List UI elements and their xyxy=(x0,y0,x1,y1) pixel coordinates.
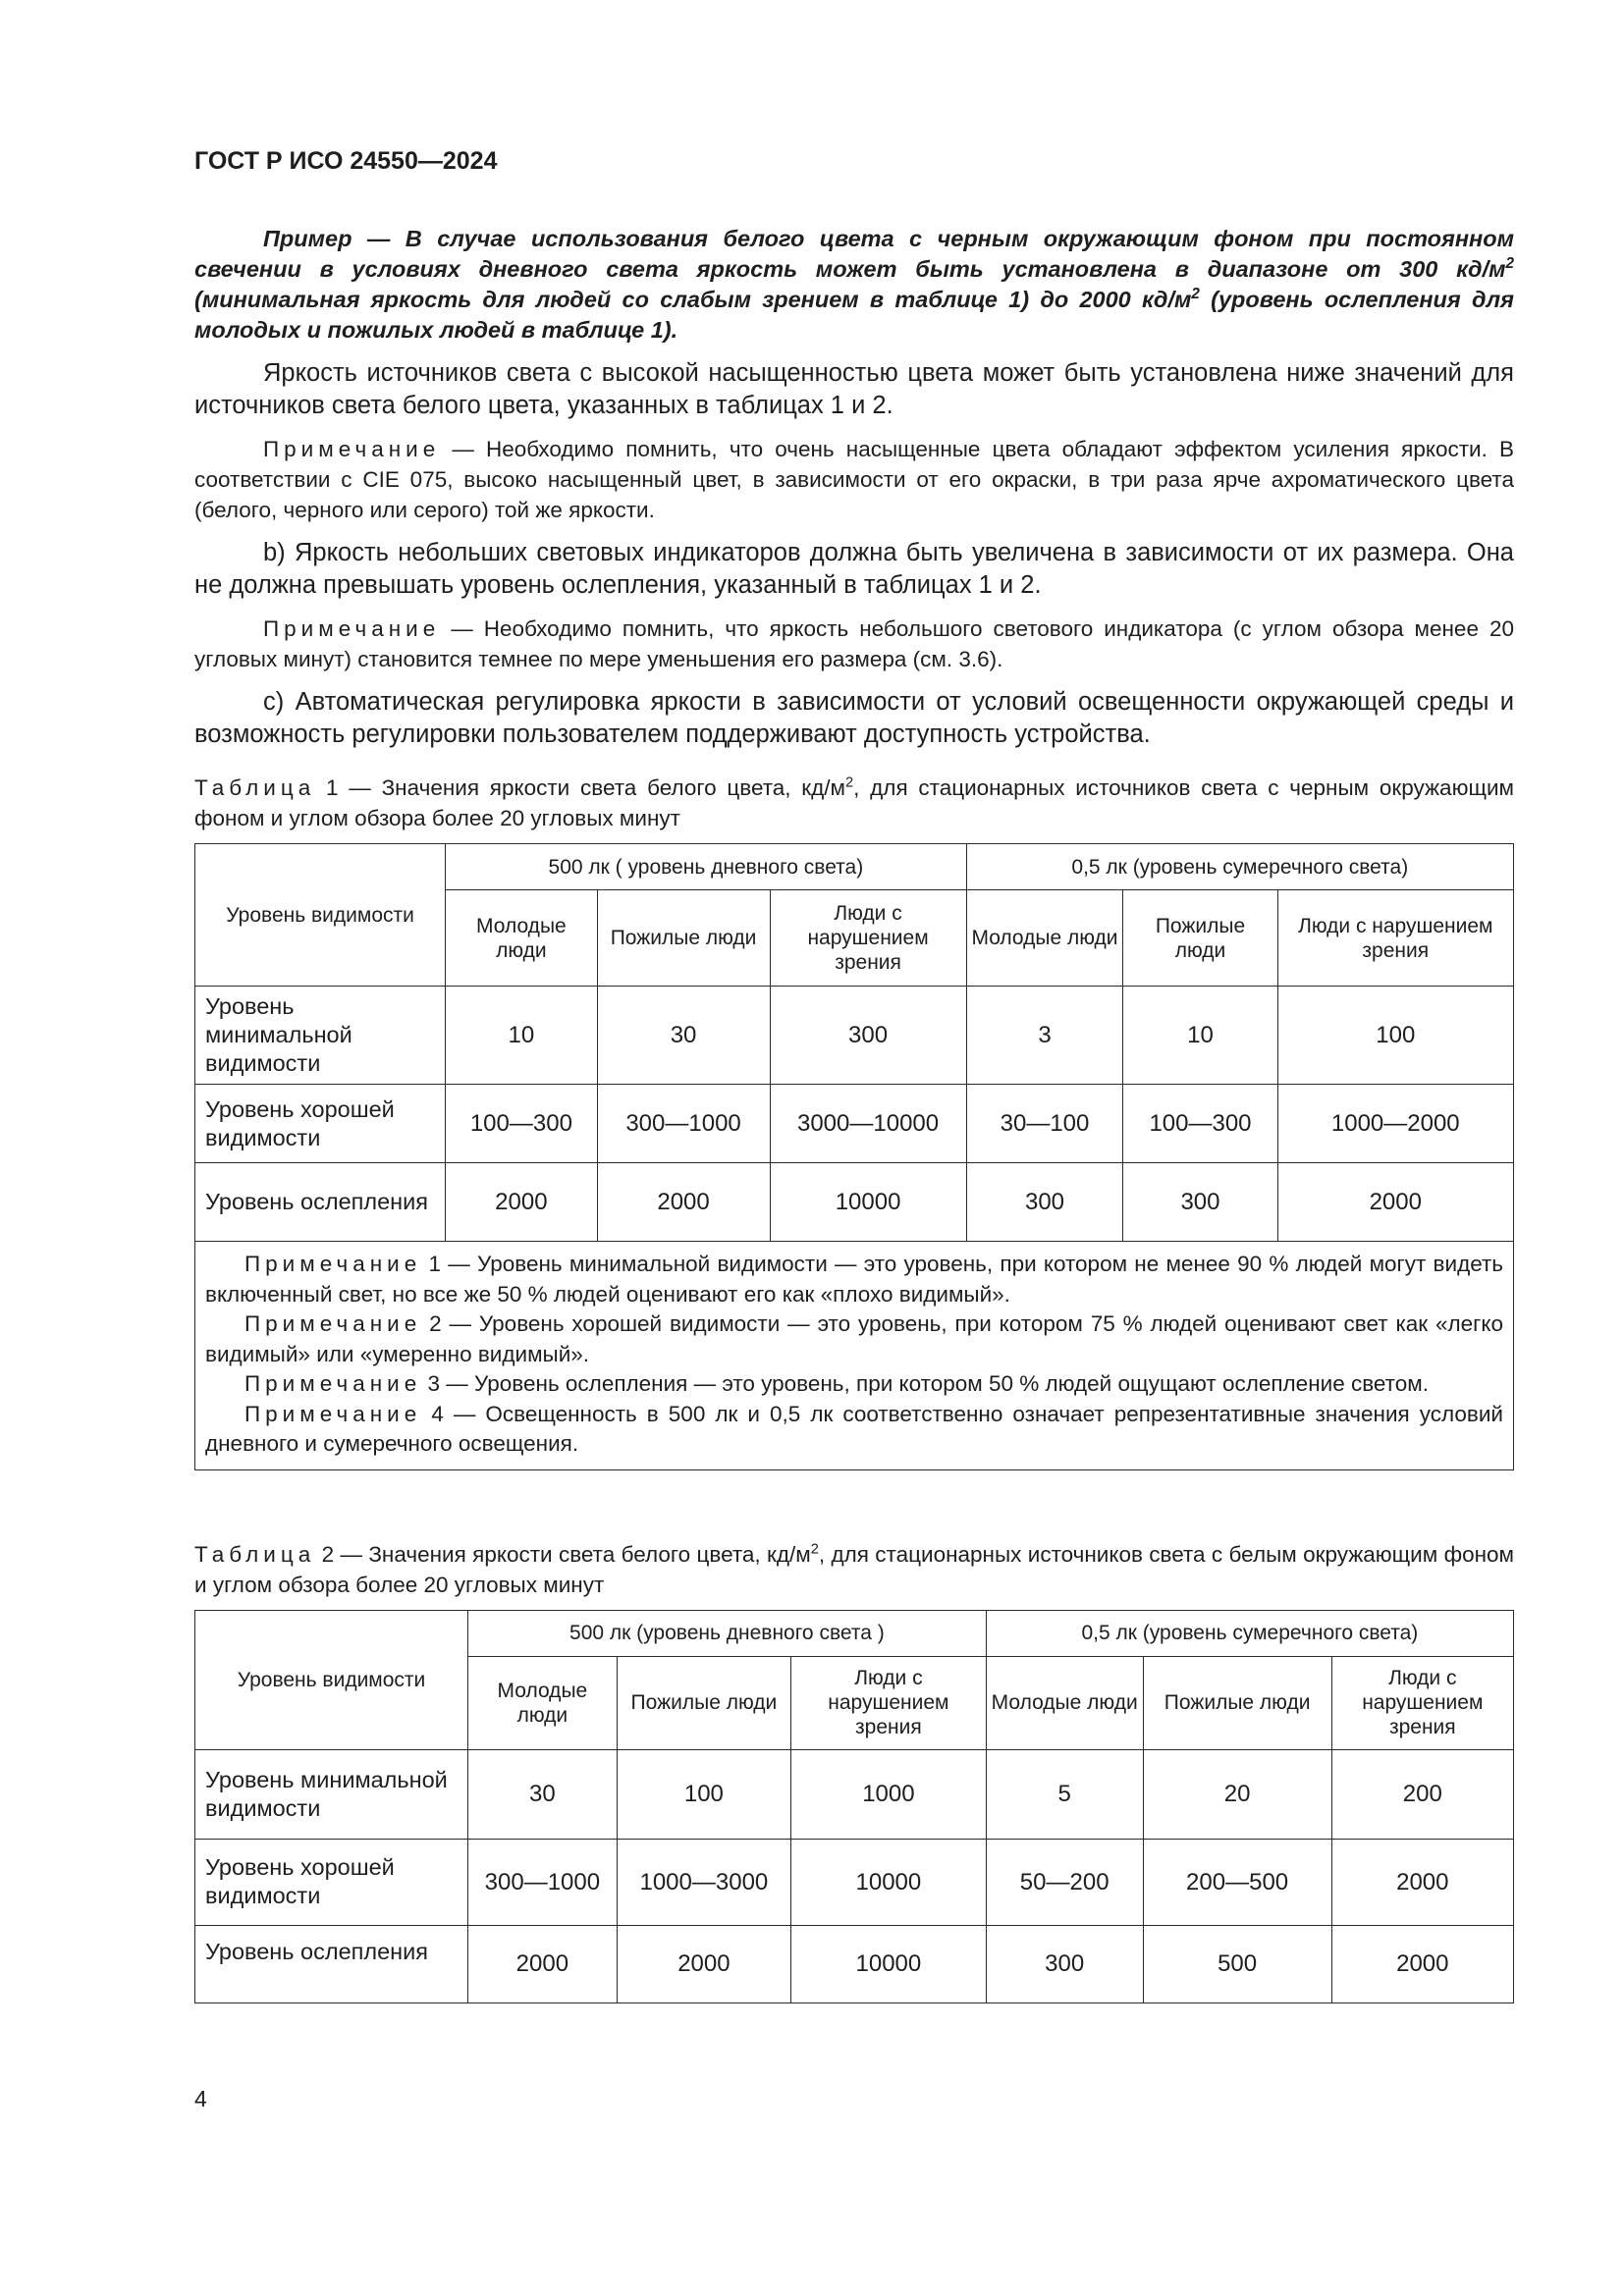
table-cell: 10 xyxy=(446,987,597,1085)
table-cell: 300 xyxy=(966,1163,1123,1242)
table-cell: 100—300 xyxy=(446,1085,597,1163)
paragraph-c: c) Автоматическая регулировка яркости в зависимости от условий освещенности окружающей среды и возможность регулировки пользователем поддерживают доступность устройства. xyxy=(194,688,1514,748)
note-saturation xyxy=(194,434,1514,525)
table-cell: 300 xyxy=(986,1925,1143,2002)
paragraph-b: b) Яркость небольших световых индикаторов должна быть увеличена в зависимости от их размера. Она не должна превышать уровень ослепления, указанный в таблицах 1 и 2. xyxy=(194,539,1514,599)
table-cell: 30 xyxy=(468,1749,618,1839)
table-cell: 300 xyxy=(1123,1163,1277,1242)
table-cell: 1000 xyxy=(791,1749,987,1839)
table2-row-label: Уровень хорошей видимости xyxy=(195,1839,468,1925)
page-number: 4 xyxy=(194,2086,207,2111)
table2-corner-header: Уровень видимости xyxy=(195,1610,468,1749)
note-text: — Необходимо помнить, что яркость небольшого светового индикатора (с углом обзора менее 20 угловых минут) становится темнее по мере уменьшения его размера (см. 3.6). xyxy=(194,616,1514,671)
table-cell: 10000 xyxy=(770,1163,966,1242)
table1-row-label: Уровень ослепления xyxy=(195,1163,446,1242)
example-text-2: (минимальная яркость для людей со слабым зрением в таблице 1) до 2000 кд/м xyxy=(194,287,1192,312)
table-cell: 2000 xyxy=(597,1163,770,1242)
table-cell: 2000 xyxy=(1277,1163,1513,1242)
example-lead: Пример xyxy=(263,226,352,251)
table2-group-header-daylight: 500 лк (уровень дневного света ) xyxy=(468,1610,987,1656)
table1-caption-label: Таблица xyxy=(194,775,316,800)
table-cell: 300 xyxy=(770,987,966,1085)
table1-row-label: Уровень хорошей видимости xyxy=(195,1085,446,1163)
note-text: 3 — Уровень ослепления — это уровень, при котором 50 % людей ощущают ослепление светом. xyxy=(421,1371,1429,1396)
table1-group-header-daylight: 500 лк ( уровень дневного света) xyxy=(446,844,966,890)
table1-caption xyxy=(194,773,1514,833)
table1-caption-sup: 2 xyxy=(845,774,854,791)
table-cell: 2000 xyxy=(617,1925,790,2002)
table2-caption xyxy=(194,1539,1514,1600)
table1-note xyxy=(205,1369,1503,1400)
table2-caption-label: Таблица xyxy=(194,1541,316,1567)
table2 xyxy=(194,1610,1514,2003)
table-cell: 5 xyxy=(986,1749,1143,1839)
table-cell: 2000 xyxy=(446,1163,597,1242)
note-text: — Необходимо помнить, что очень насыщенные цвета обладают эффектом усиления яркости. В соответствии с CIE 075, высоко насыщенный цвет, в зависимости от его окраски, в три раза ярче ахроматического цвета (белого, черного или серого) той же яркости. xyxy=(194,437,1514,522)
table1-subheader: Пожилые люди xyxy=(597,890,770,987)
table2-subheader: Молодые люди xyxy=(468,1656,618,1749)
table1-subheader: Люди с нарушением зрения xyxy=(770,890,966,987)
table-cell: 1000—2000 xyxy=(1277,1085,1513,1163)
table-row xyxy=(195,1163,1514,1242)
table-cell: 10000 xyxy=(791,1839,987,1925)
table-cell: 3000—10000 xyxy=(770,1085,966,1163)
table2-group-header-row xyxy=(195,1610,1514,1656)
note-label: Примечание xyxy=(263,437,441,461)
table-cell: 200—500 xyxy=(1143,1839,1331,1925)
example-paragraph xyxy=(194,224,1514,346)
note-text: 2 — Уровень хорошей видимости — это уровень, при котором 75 % людей оценивают свет как «легко видимый» или «умеренно видимый». xyxy=(205,1311,1503,1366)
table-row xyxy=(195,1085,1514,1163)
table-cell: 1000—3000 xyxy=(617,1839,790,1925)
table-cell: 20 xyxy=(1143,1749,1331,1839)
note-label: Примечание xyxy=(244,1371,422,1396)
table1-caption-text-2: , для стационарных источников света с черным окружающим фоном и углом обзора более 20 угловых минут xyxy=(194,775,1514,830)
table1-caption-text: 1 — Значения яркости света белого цвета, кд/м xyxy=(315,775,846,800)
table1-subheader: Пожилые люди xyxy=(1123,890,1277,987)
table2-subheader: Молодые люди xyxy=(986,1656,1143,1749)
table-cell: 10000 xyxy=(791,1925,987,2002)
note-small-indicators xyxy=(194,614,1514,674)
document-header: ГОСТ Р ИСО 24550—2024 xyxy=(194,147,498,175)
note-label: Примечание xyxy=(244,1401,422,1426)
note-text: 1 — Уровень минимальной видимости — это уровень, при котором не менее 90 % людей могут видеть включенный свет, но все же 50 % людей оценивают его как «плохо видимый». xyxy=(205,1252,1503,1307)
table1-notes xyxy=(195,1242,1514,1470)
table2-row-label: Уровень минимальной видимости xyxy=(195,1749,468,1839)
table2-caption-sup: 2 xyxy=(810,1541,819,1557)
table-row xyxy=(195,1839,1514,1925)
note-label: Примечание xyxy=(244,1311,422,1336)
table2-caption-text-2: , для стационарных источников света с белым окружающим фоном и углом обзора более 20 угловых минут xyxy=(194,1541,1514,1597)
table-cell: 300—1000 xyxy=(468,1839,618,1925)
example-text-1: — В случае использования белого цвета с черным окружающим фоном при постоянном свечении в условиях дневного света яркость может быть установлена в диапазоне от 300 кд/м xyxy=(194,226,1514,282)
table1-group-header-twilight: 0,5 лк (уровень сумеречного света) xyxy=(966,844,1513,890)
table1-subheader: Люди с нарушением зрения xyxy=(1277,890,1513,987)
table1 xyxy=(194,843,1514,1470)
table1-subheader: Молодые люди xyxy=(446,890,597,987)
table-cell: 500 xyxy=(1143,1925,1331,2002)
table-row xyxy=(195,1749,1514,1839)
table1-subheader: Молодые люди xyxy=(966,890,1123,987)
table2-subheader: Люди с нарушением зрения xyxy=(791,1656,987,1749)
example-sup-1: 2 xyxy=(1505,255,1514,273)
table2-subheader: Пожилые люди xyxy=(1143,1656,1331,1749)
table2-subheader: Люди с нарушением зрения xyxy=(1331,1656,1513,1749)
table1-group-header-row xyxy=(195,844,1514,890)
table-cell: 30 xyxy=(597,987,770,1085)
table-cell: 100—300 xyxy=(1123,1085,1277,1163)
table2-subheader: Пожилые люди xyxy=(617,1656,790,1749)
table1-note xyxy=(205,1250,1503,1309)
table2-group-header-twilight: 0,5 лк (уровень сумеречного света) xyxy=(986,1610,1513,1656)
table-cell: 10 xyxy=(1123,987,1277,1085)
table-cell: 2000 xyxy=(468,1925,618,2002)
table-cell: 30—100 xyxy=(966,1085,1123,1163)
paragraph-saturation: Яркость источников света с высокой насыщенностью цвета может быть установлена ниже значений для источников света белого цвета, указанных в таблицах 1 и 2. xyxy=(194,359,1514,419)
note-label: Примечание xyxy=(244,1252,422,1276)
table-cell: 100 xyxy=(617,1749,790,1839)
note-text: 4 — Освещенность в 500 лк и 0,5 лк соответственно означает репрезентативные значения условий дневного и сумеречного освещения. xyxy=(205,1401,1503,1456)
table-cell: 2000 xyxy=(1331,1839,1513,1925)
table-cell: 50—200 xyxy=(986,1839,1143,1925)
table-row xyxy=(195,987,1514,1085)
note-label: Примечание xyxy=(263,616,441,641)
example-sup-2: 2 xyxy=(1191,286,1200,303)
table-row xyxy=(195,1925,1514,2002)
table1-corner-header: Уровень видимости xyxy=(195,844,446,987)
table1-row-label: Уровень минимальной видимости xyxy=(195,987,446,1085)
table-cell: 2000 xyxy=(1331,1925,1513,2002)
table-cell: 200 xyxy=(1331,1749,1513,1839)
example-text-3: (уровень ослепления для молодых и пожилых людей в таблице 1). xyxy=(194,287,1514,343)
table2-row-label: Уровень ослепления xyxy=(195,1925,468,2002)
table1-notes-row xyxy=(195,1242,1514,1470)
page-content xyxy=(194,224,1514,2003)
table2-caption-text: 2 — Значения яркости света белого цвета, кд/м xyxy=(315,1541,811,1567)
table-cell: 300—1000 xyxy=(597,1085,770,1163)
table-cell: 3 xyxy=(966,987,1123,1085)
table-cell: 100 xyxy=(1277,987,1513,1085)
table1-note xyxy=(205,1400,1503,1460)
table1-note xyxy=(205,1309,1503,1369)
